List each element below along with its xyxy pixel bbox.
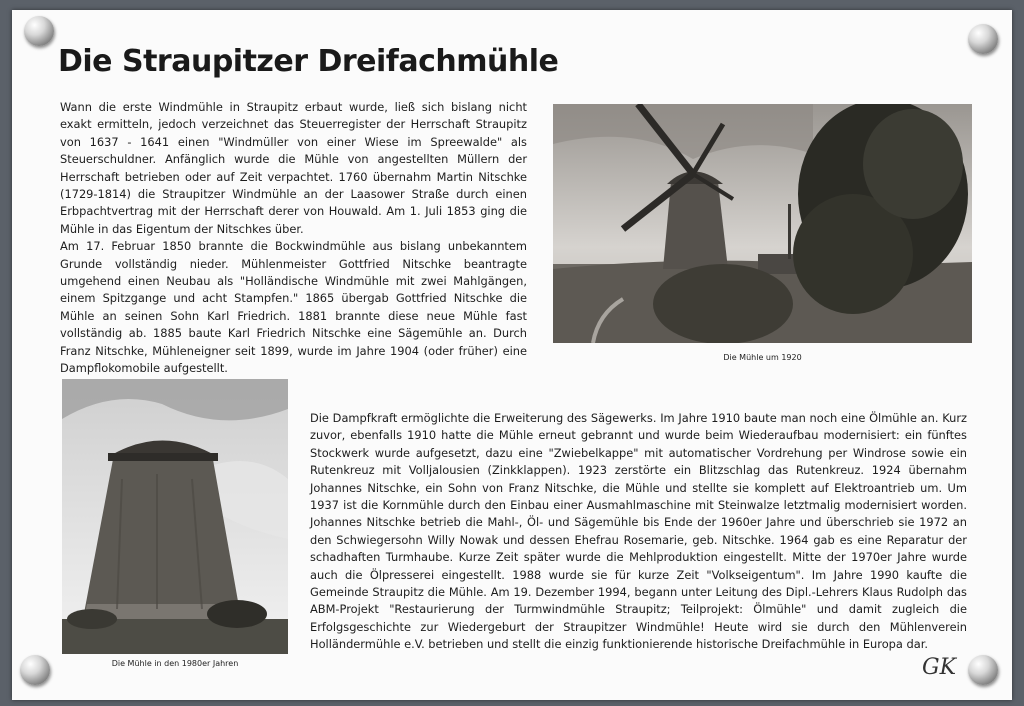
signature: GK bbox=[922, 655, 957, 680]
intro-paragraph: Am 17. Februar 1850 brannte die Bockwindmühle aus bislang unbekanntem Grunde vollständig nieder. Mühlenmeister Gottfried Nitschke beantragte umgehend einen Neubau als "Holländische Windmühle mit zwei Mahlgängen, einem Spitzgange und acht Stampfen." 1865 übergab Gottfried Nitschke die Mühle an seinen Sohn Karl Friedrich. 1881 brannte diese neue Mühle fast vollständig ab. 1885 baute Karl Friedrich Nitschke eine Sägemühle an. Durch Franz Nitschke, Mühleneigner seit 1899, wurde im Jahre 1904 (oder früher) eine Dampflokomobile aufgestellt. bbox=[60, 239, 527, 376]
intro-paragraph: Wann die erste Windmühle in Straupitz erbaut wurde, ließ sich bislang nicht exakt ermitteln, jedoch verzeichnet das Steuerregister der Herrschaft Straupitz von 1637 - 1641 einen "Windmüller von einer Wiese im Spreewalde" als Steuerschuldner. Anfänglich wurde die Mühle von angestellten Müllern der Herrschaft betrieben oder auf Zeit verpachtet. 1760 übernahm Martin Nitschke (1729-1814) die Straupitzer Windmühle an der Laasower Straße durch einen Erbpachtvertrag mit der Herrschaft derer von Houwald. Am 1. Juli 1853 ging die Mühle in das Eigentum der Nitschkes über. bbox=[60, 100, 527, 236]
intro-text bbox=[60, 99, 527, 378]
caption-1980s: Die Mühle in den 1980er Jahren bbox=[111, 659, 239, 668]
photo-mill-1980s bbox=[62, 379, 288, 654]
photo-mill-1920 bbox=[553, 104, 972, 343]
mounting-screw-icon bbox=[968, 655, 998, 685]
mounting-screw-icon bbox=[24, 16, 54, 46]
mounting-screw-icon bbox=[968, 24, 998, 54]
mounting-screw-icon bbox=[20, 655, 50, 685]
history-text: Die Dampfkraft ermöglichte die Erweiterung des Sägewerks. Im Jahre 1910 baute man noch eine Ölmühle an. Kurz zuvor, ebenfalls 1910 hatte die Mühle erneut gebrannt und wurde beim Wiederaufbau modernisiert: ein fünftes Stockwerk wurde aufgesetzt, dazu eine "Zwiebelkappe" mit automatischer Vordrehung per Windrose sowie ein Rutenkreuz mit Volljalousien (Zinkklappen). 1923 zerstörte ein Blitzschlag das Rutenkreuz. 1924 übernahm Johannes Nitschke, ein Sohn von Franz Nitschke, die Mühle und stellte sie komplett auf Elektroantrieb um. Um 1937 ist die Kornmühle durch den Einbau einer Ausmahlmaschine mit Steinwalze letztmalig modernisiert worden. Johannes Nitschke betrieb die Mahl-, Öl- und Sägemühle bis Ende der 1960er Jahre und überschrieb sie 1972 an den Schwiegersohn Willy Nowak und dessen Ehefrau Rosemarie, geb. Nitschke. 1964 gab es eine Reparatur der schadhaften Turmhaube. Kurze Zeit später wurde die Mehlproduktion eingestellt. Mitte der 1970er Jahre wurde auch die Ölpresserei eingestellt. 1988 wurde sie für kurze Zeit "Volkseigentum". Im Jahre 1990 kaufte die Gemeinde Straupitz die Mühle. Am 19. Dezember 1994, begann unter Leitung des Dipl.-Lehrers Klaus Rudolph das ABM-Projekt "Restaurierung der Turmwindmühle Straupitz; Teilprojekt: Ölmühle" und damit zugleich die Erfolgsgeschichte zur Wiedergeburt der Straupitzer Windmühle! Heute wird sie durch den Mühlenverein Holländermühle e.V. betrieben und stellt die einzig funktionierende historische Dreifachmühle in Europa dar. bbox=[310, 411, 967, 652]
caption-1920: Die Mühle um 1920 bbox=[723, 353, 802, 362]
page-title: Die Straupitzer Dreifachmühle bbox=[58, 44, 559, 79]
